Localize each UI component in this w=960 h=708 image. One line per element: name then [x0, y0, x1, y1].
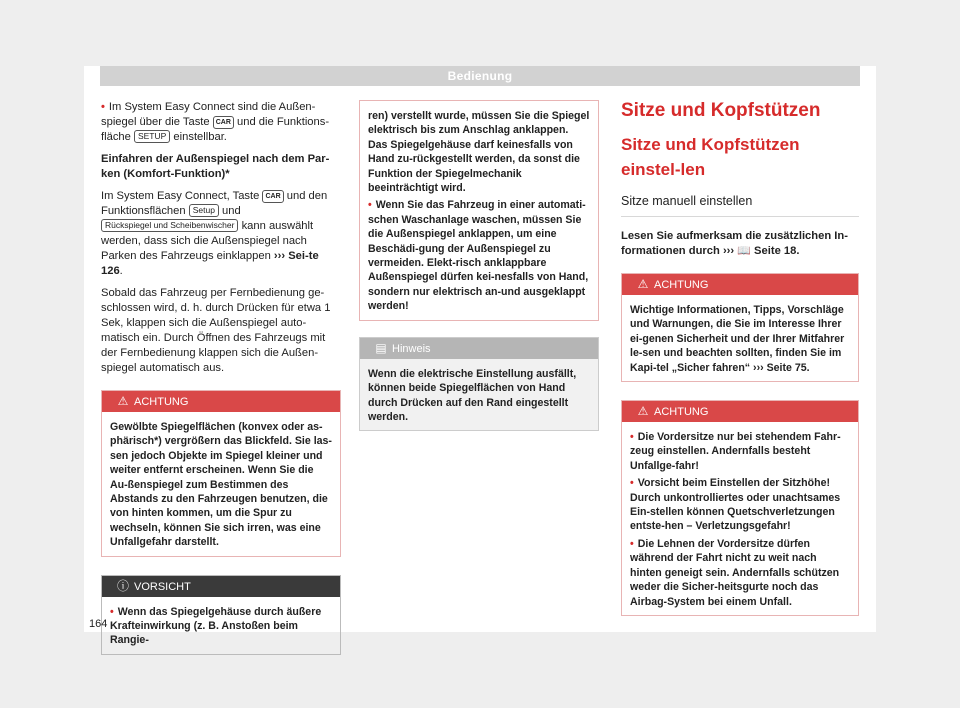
hint-box	[359, 337, 599, 432]
bullet-icon	[368, 199, 376, 211]
ref-arrow: ›››	[722, 245, 735, 257]
info-circle-icon: ⓘ	[116, 578, 129, 593]
bullet-icon	[630, 538, 638, 550]
warning-body: Wichtige Informationen, Tipps, Vorschläge und Warnungen, die Sie im Interesse Ihrer ei-genen Sicherheit und der Ihrer Mitfahrer le-sen und beachten sollten, finden Sie im Kapi-tel „Sicher fahren“ ››› Seite 75.	[630, 304, 845, 374]
hint-header: ▤ Hinweis	[360, 338, 598, 359]
list-item: • Vorsicht beim Einstellen der Sitzhöhe! Durch unkontrolliertes oder unachtsames Ein-stellen können Quetschverletzungen entste-hen – Verletzungsgefahr!	[630, 476, 850, 534]
column-right	[621, 100, 859, 634]
paragraph-komfort: Im System Easy Connect, Taste CAR und den Funktionsflächen Setup und Rückspiegel und Scheibenwischer kann auswählt werden, dass sich die Außenspiegel nach Parken des Fahrzeugs einklappen ››› Sei-te 126.	[101, 190, 328, 277]
warning-header: ⚠ ACHTUNG	[622, 274, 858, 295]
warning-box-mirror	[101, 390, 341, 557]
page-ref-link[interactable]: Sei-te 126	[101, 250, 319, 277]
section-header: Bedienung	[100, 66, 860, 86]
warning-triangle-icon: ⚠	[637, 404, 649, 419]
column-middle	[359, 100, 599, 449]
setup-key: SETUP	[134, 130, 170, 143]
warning-header: ⚠ ACHTUNG	[102, 391, 340, 412]
warning-box-seats	[621, 400, 859, 616]
setup-key: Setup	[189, 204, 219, 217]
paragraph-easy-connect: • Im System Easy Connect sind die Außen-spiegel über die Taste CAR und die Funktions-fläche SETUP einstellbar.	[101, 100, 341, 145]
ref-arrow: ›››	[273, 250, 286, 262]
page-number: 164	[89, 618, 108, 630]
chapter-title: Sitze und Kopfstützen	[621, 100, 821, 121]
car-key-icon: CAR	[213, 116, 234, 129]
list-item: • Die Lehnen der Vordersitze dürfen während der Fahrt nicht zu weit nach hinten geneigt sein. Andernfalls schützen weder die Sicher-heitsgurte noch das Airbag-System bei einem Unfall.	[630, 537, 850, 609]
section-title: Sitze und Kopfstützen einstel-len	[621, 135, 800, 179]
note-icon: ▤	[375, 340, 387, 355]
intro-paragraph: Lesen Sie aufmerksam die zusätzlichen In-formationen durch ››› 📖 Seite 18.	[621, 230, 848, 257]
warning-triangle-icon: ⚠	[117, 394, 129, 408]
warning-body: Gewölbte Spiegelflächen (konvex oder as-phärisch*) vergrößern das Blickfeld. Sie las-sen jedoch Objekte im Spiegel kleiner und weiter entfernt erscheinen. Wenn Sie die Au-ßenspiegel zum Bestimmen des Abstands zu den Fahrzeugen benutzen, die von hinten kommen, um die Spur zu wechseln, können Sie sich irren, was eine Unfallgefahr darstellt.	[110, 421, 332, 549]
warning-triangle-icon: ⚠	[637, 277, 649, 291]
caution-header: ⓘ VORSICHT	[102, 576, 340, 597]
car-key-icon: CAR	[262, 190, 283, 203]
book-icon: 📖	[737, 245, 751, 257]
page-ref-link[interactable]: Seite 18	[754, 245, 797, 257]
subsection-title: Sitze manuell einstellen	[621, 192, 859, 217]
caution-box	[101, 575, 341, 655]
caution-body: • Wenn das Spiegelgehäuse durch äußere Krafteinwirkung (z. B. Anstoßen beim Rangie-	[102, 597, 340, 654]
mirror-wiper-key: Rückspiegel und Scheibenwischer	[101, 219, 238, 232]
bullet-icon	[630, 431, 638, 443]
warning-header: ⚠ ACHTUNG	[622, 401, 858, 422]
bullet-icon	[110, 606, 118, 618]
page-ref-link[interactable]: Seite 75	[766, 361, 807, 374]
paragraph-remote: Sobald das Fahrzeug per Fernbedienung ge-schlossen wird, d. h. durch Drücken für etwa 1 Sek, klappen sich die Außenspiegel auto-matisch ein. Durch Öffnen des Fahrzeugs mit der Fernbedienung klappen sich die Außen-spiegel automatisch aus.	[101, 287, 331, 374]
warning-box-safety	[621, 273, 859, 382]
subheading-komfort: Einfahren der Außenspiegel nach dem Par-ken (Komfort-Funktion)*	[101, 153, 330, 180]
column-left	[101, 100, 341, 673]
caution-box-continued: ren) verstellt wurde, müssen Sie die Spiegel elektrisch bis zum Anschlag anklappen. Das Spiegelgehäuse darf keinesfalls von Hand zu-rückgestellt werden, da sonst die Funktion der Spiegelmechanik beeinträchtigt wird. • Wenn Sie das Fahrzeug in einer automati-schen Waschanlage waschen, müssen Sie die Außenspiegel anklappen, um eine Beschädi-gung der Außenspiegel zu vermeiden. Elekt-risch anklappbare Außenspiegel dürfen kei-nesfalls von Hand, sondern nur elektrisch an-und ausgeklappt werden!	[359, 100, 599, 321]
bullet-icon	[630, 477, 638, 489]
list-item: • Die Vordersitze nur bei stehendem Fahr-zeug einstellen. Andernfalls besteht Unfallge-fahr!	[630, 430, 850, 473]
bullet-icon	[101, 101, 109, 113]
warning-body	[622, 422, 858, 615]
hint-body: Wenn die elektrische Einstellung ausfällt, können beide Spiegelflächen von Hand durch Drücken auf den Rand eingestellt werden.	[360, 359, 598, 431]
